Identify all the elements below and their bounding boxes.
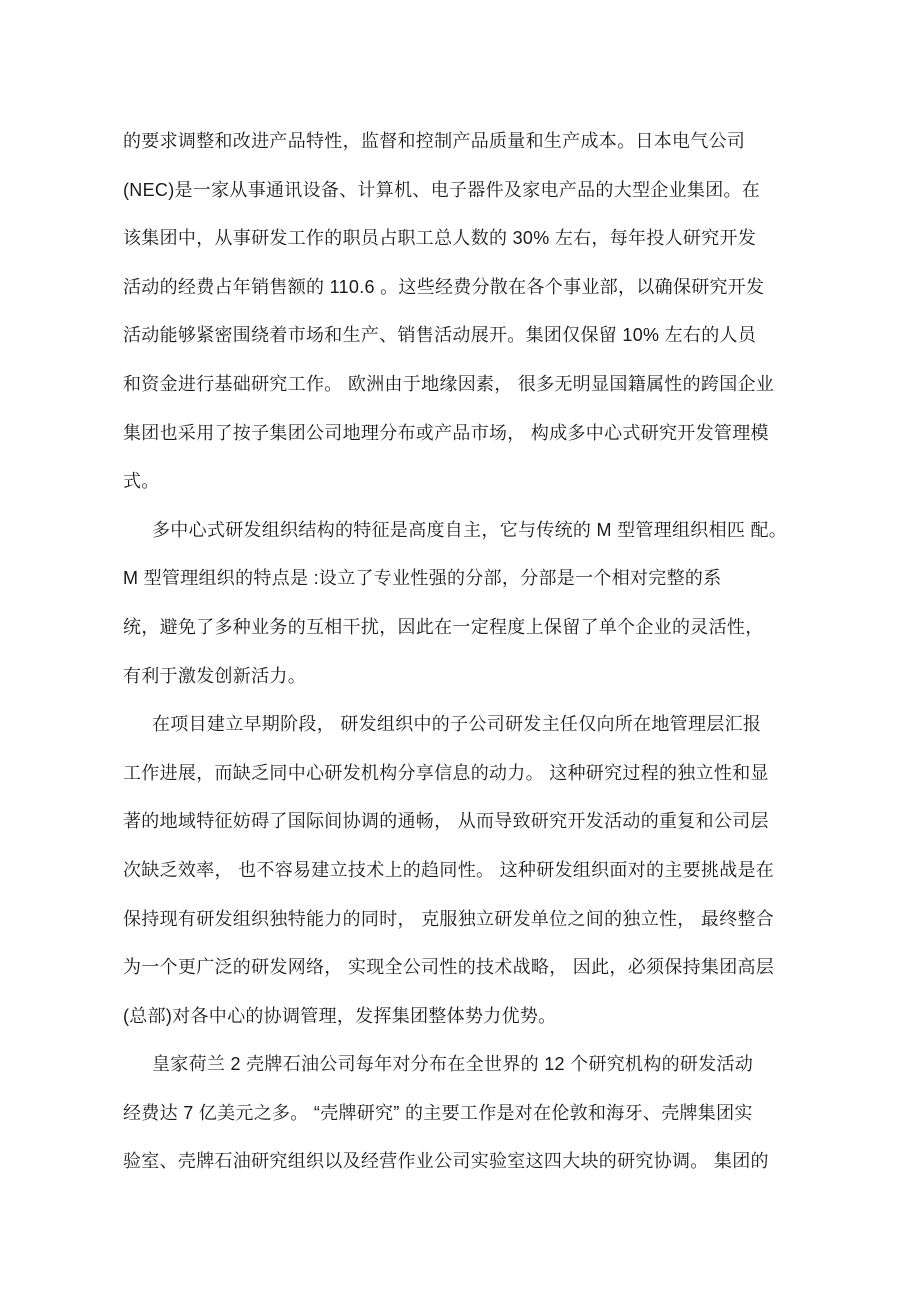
text-line: (总部)对各中心的协调管理，发挥集团整体势力优势。 <box>123 1005 557 1026</box>
text-line: 为一个更广泛的研发网络， 实现全公司性的技术战略， 因此，必须保持集团高层 <box>123 957 775 978</box>
paragraph <box>123 117 823 506</box>
text-line: 次缺乏效率， 也不容易建立技术上的趋同性。 这种研发组织面对的主要挑战是在 <box>123 859 775 880</box>
text-line: 保持现有研发组织独特能力的同时， 克服独立研发单位之间的独立性， 最终整合 <box>123 908 775 929</box>
text-line: 验室、壳牌石油研究组织以及经营作业公司实验室这四大块的研究协调。 集团的 <box>123 1151 769 1172</box>
text-line: M 型管理组织的特点是 :设立了专业性强的分部，分部是一个相对完整的系 <box>123 568 722 589</box>
text-line: 统，避免了多种业务的互相干扰，因此在一定程度上保留了单个企业的灵活性， <box>123 616 764 637</box>
text-line: 有利于激发创新活力。 <box>123 665 306 686</box>
paragraph <box>123 700 823 1040</box>
paragraph <box>123 1040 823 1186</box>
text-line: (NEC)是一家从事通讯设备、计算机、电子器件及家电产品的大型企业集团。在 <box>123 179 761 200</box>
text-line: 多中心式研发组织结构的特征是高度自主，它与传统的 M 型管理组织相匹 配。 <box>152 519 788 540</box>
text-line: 活动能够紧密围绕着市场和生产、销售活动展开。集团仅保留 10% 左右的人员 <box>123 325 757 346</box>
text-line: 经费达 7 亿美元之多。 “壳牌研究” 的主要工作是对在伦敦和海牙、壳牌集团实 <box>123 1102 753 1123</box>
text-line: 集团也采用了按子集团公司地理分布或产品市场， 构成多中心式研究开发管理模 <box>123 422 769 443</box>
text-line: 式。 <box>123 471 160 492</box>
paragraph <box>123 506 823 700</box>
text-line: 皇家荷兰 2 壳牌石油公司每年对分布在全世界的 12 个研究机构的研发活动 <box>152 1054 754 1075</box>
text-line: 和资金进行基础研究工作。 欧洲由于地缘因素， 很多无明显国籍属性的跨国企业 <box>123 373 775 394</box>
text-line: 活动的经费占年销售额的 110.6 。这些经费分散在各个事业部，以确保研究开发 <box>123 276 765 297</box>
text-line: 著的地域特征妨碍了国际间协调的通畅， 从而导致研究开发活动的重复和公司层 <box>123 811 769 832</box>
text-line: 工作进展，而缺乏同中心研发机构分享信息的动力。 这种研究过程的独立性和显 <box>123 762 769 783</box>
text-line: 在项目建立早期阶段， 研发组织中的子公司研发主任仅向所在地管理层汇报 <box>152 714 762 735</box>
text-line: 该集团中，从事研发工作的职员占职工总人数的 30% 左右，每年投人研究开发 <box>123 228 757 249</box>
text-body <box>123 117 823 1186</box>
text-line: 的要求调整和改进产品特性，监督和控制产品质量和生产成本。日本电气公司 <box>123 131 746 151</box>
